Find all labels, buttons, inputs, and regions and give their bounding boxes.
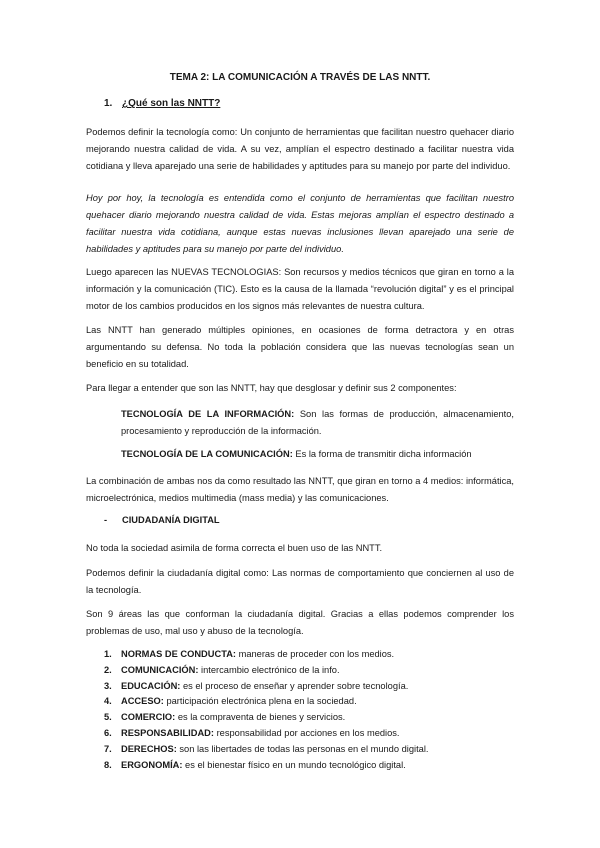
- list-number: 8.: [104, 759, 112, 770]
- list-item: [104, 742, 429, 758]
- list-term: ACCESO:: [121, 696, 164, 707]
- component-informacion-text: Son las formas de producción, almacenamiento, procesamiento y reproducción de la información.: [121, 409, 515, 436]
- list-term: NORMAS DE CONDUCTA:: [121, 649, 236, 659]
- list-text: intercambio electrónico de la info.: [198, 664, 340, 675]
- paragraph-componentes-intro: Para llegar a entender que son las NNTT, hay que desglosar y definir sus 2 componentes:: [86, 383, 457, 393]
- list-term: COMERCIO:: [121, 712, 176, 723]
- list-text: son las libertades de todas las personas en el mundo digital.: [176, 743, 429, 754]
- paragraph-opiniones: Las NNTT han generado múltiples opiniones, en ocasiones de forma detractora y en otras argumentando su defensa. No toda la población considera que las nuevas tecnologías sean un beneficio en su totalidad.: [86, 325, 514, 369]
- list-number: 6.: [104, 727, 112, 738]
- subsection-title: CIUDADANÍA DIGITAL: [122, 515, 220, 525]
- paragraph-nueve-areas: Son 9 áreas las que conforman la ciudadanía digital. Gracias a ellas podemos comprender los problemas de uso, mal uso y abuso de la tecnología.: [86, 609, 514, 636]
- list-term: COMUNICACIÓN:: [121, 664, 199, 675]
- list-number: 5.: [104, 712, 112, 723]
- component-comunicacion-text: Es la forma de transmitir dicha información: [292, 449, 472, 459]
- list-item: [104, 694, 429, 710]
- list-number: 4.: [104, 696, 112, 707]
- list-text: responsabilidad por acciones en los medios.: [213, 727, 400, 738]
- paragraph-italic-definition: Hoy por hoy, la tecnología es entendida como el conjunto de herramientas que facilitan nuestro quehacer diario mejorando nuestra calidad de vida. Estas mejoras amplían el espectro destinado a facilitar nuestra vida cotidiana, aunque estas nuevas inclusiones llevan aparejado una serie de habilidades y aptitudes para su manejo por parte del individuo.: [86, 193, 514, 254]
- list-item: [104, 663, 429, 679]
- section-heading: [104, 98, 220, 109]
- list-number: 7.: [104, 743, 112, 754]
- heading-number: 1.: [104, 98, 113, 109]
- heading-text: ¿Qué son las NNTT?: [122, 98, 221, 109]
- list-item: [104, 679, 429, 695]
- list-number: 3.: [104, 680, 112, 691]
- page-title: TEMA 2: LA COMUNICACIÓN A TRAVÉS DE LAS NNTT.: [169, 72, 431, 83]
- list-number: 2.: [104, 664, 112, 675]
- paragraph-ciudadania-definicion: Podemos definir la ciudadanía digital como: Las normas de comportamiento que conciernen al uso de la tecnología.: [86, 568, 514, 595]
- paragraph-nuevas-tecnologias: Luego aparecen las NUEVAS TECNOLOGIAS: Son recursos y medios técnicos que giran en torno a la información y la comunicación (TIC). Esto es la causa de la llamada “revolución digital” y es el principal motor de los cambios producidos en los signos más relevantes de nuestra cultura.: [86, 267, 514, 311]
- component-comunicacion: [121, 446, 514, 463]
- list-item: [104, 647, 429, 663]
- list-item: [104, 758, 429, 774]
- areas-list: [104, 647, 429, 773]
- paragraph-combinacion: La combinación de ambas nos da como resultado las NNTT, que giran en torno a 4 medios: informática, microelectrónica, medios multimedia (mass media) y las comunicaciones.: [86, 476, 514, 503]
- list-item: [104, 710, 429, 726]
- list-text: participación electrónica plena en la sociedad.: [163, 696, 357, 707]
- subsection-heading: [104, 515, 220, 525]
- list-text: es el bienestar físico en un mundo tecnológico digital.: [182, 759, 406, 770]
- component-informacion-term: TECNOLOGÍA DE LA INFORMACIÓN:: [121, 409, 295, 419]
- list-number: 1.: [104, 649, 112, 659]
- list-text: es el proceso de enseñar y aprender sobre tecnología.: [180, 680, 409, 691]
- component-comunicacion-term: TECNOLOGÍA DE LA COMUNICACIÓN:: [121, 449, 293, 459]
- list-text: es la compraventa de bienes y servicios.: [175, 712, 346, 723]
- list-term: RESPONSABILIDAD:: [121, 727, 214, 738]
- list-item: [104, 726, 429, 742]
- paragraph-definition: Podemos definir la tecnología como: Un conjunto de herramientas que facilitan nuestro quehacer diario mejorando nuestra calidad de vida. A su vez, amplían el espectro destinado a facilitar nuestra vida cotidiana y lleva aparejado una serie de habilidades y aptitudes para su manejo por parte del individuo.: [86, 127, 514, 171]
- list-term: DERECHOS:: [121, 743, 177, 754]
- list-term: EDUCACIÓN:: [121, 680, 181, 691]
- list-text: maneras de proceder con los medios.: [236, 649, 395, 659]
- dash-marker: -: [104, 515, 108, 525]
- paragraph-sociedad: No toda la sociedad asimila de forma correcta el buen uso de las NNTT.: [86, 543, 383, 553]
- list-term: ERGONOMÍA:: [121, 759, 183, 770]
- component-informacion: [121, 406, 514, 440]
